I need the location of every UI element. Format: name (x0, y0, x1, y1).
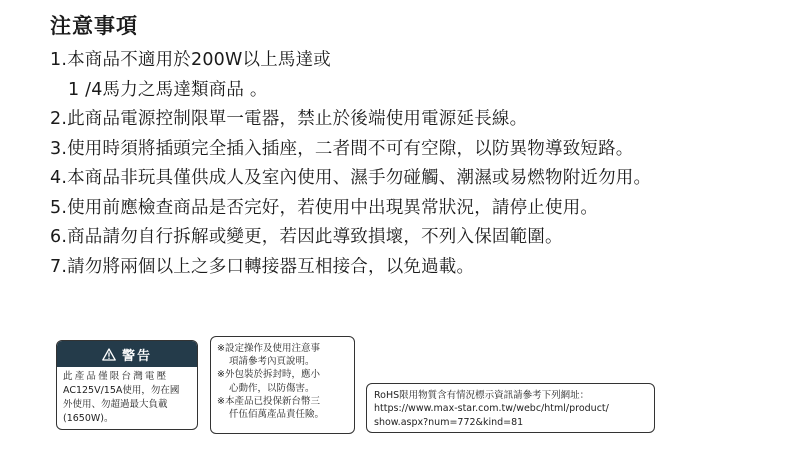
notice-text (211, 337, 354, 426)
note-item: 4.本商品非玩具僅供成人及室內使用、濕手勿碰觸、潮濕或易燃物附近勿用。 (50, 168, 652, 188)
rohs-line: RoHS限用物質含有情況標示資訊請參考下列網址： (374, 390, 590, 401)
page-title: 注意事項 (50, 14, 138, 38)
note-item: 3.使用時須將插頭完全插入插座，二者間不可有空隙，以防異物導致短路。 (50, 138, 634, 159)
note-item: 1.本商品不適用於200W以上馬達或 (50, 50, 332, 70)
note-item: 5.使用前應檢查商品是否完好，若使用中出現異常狀況，請停止使用。 (50, 197, 599, 218)
notice-line: ※外包裝於拆封時，應小 (217, 369, 320, 381)
notice-line: ※設定操作及使用注意事 (217, 343, 320, 354)
warning-line: AC125V/15A使用，勿在國 (63, 385, 180, 396)
warning-line: 此產品僅限台灣電壓 (63, 371, 169, 382)
rohs-url-line: show.aspx?num=772&kind=81 (374, 416, 524, 428)
warning-title: 警告 (121, 348, 152, 364)
rohs-text (367, 384, 654, 434)
warning-line: (1650W)。 (63, 413, 114, 424)
notice-line: 項請參考內頁說明。 (229, 356, 315, 368)
note-item-continuation: 1 /4馬力之馬達類商品 。 (68, 79, 268, 100)
warning-line: 外使用、勿超過最大負載 (63, 399, 168, 410)
notes-list (50, 48, 790, 284)
warning-box (56, 340, 198, 430)
rohs-info-box (366, 383, 655, 433)
notice-line: 心動作，以防傷害。 (229, 382, 315, 394)
notice-line: ※本產品已投保新台幣三 (217, 395, 320, 407)
warning-header (57, 341, 197, 367)
warning-text (57, 367, 197, 426)
notice-line: 仟伍佰萬產品責任險。 (229, 409, 325, 421)
note-item: 7.請勿將兩個以上之多口轉接器互相接合，以免過載。 (50, 256, 475, 277)
rohs-url-line: https://www.max-star.com.tw/webc/html/product/ (374, 403, 609, 415)
notice-box (210, 336, 355, 434)
note-item: 6.商品請勿自行拆解或變更，若因此導致損壞，不列入保固範圍。 (50, 227, 563, 247)
note-item: 2.此商品電源控制限單一電器，禁止於後端使用電源延長線。 (50, 109, 528, 129)
warning-triangle-icon (102, 348, 116, 361)
